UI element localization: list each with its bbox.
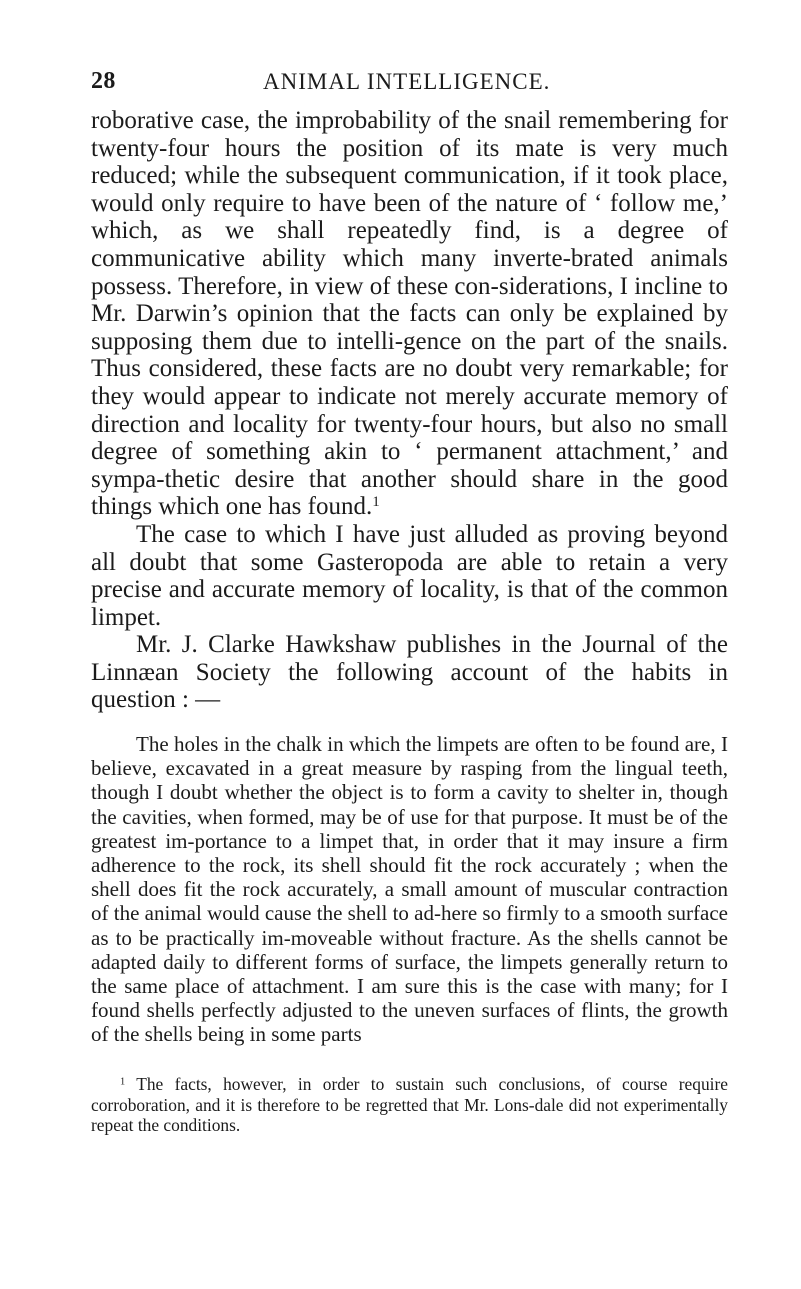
running-title: ANIMAL INTELLIGENCE. [263, 69, 551, 94]
block-quotation: The holes in the chalk in which the limpets are often to be found are, I believe, excavated in a great measure by rasping from the lingual teeth, though I doubt whether the object is to form a cavity to shelter in, though the cavities, when formed, may be of use for that purpose. It must be of the greatest im-portance to a limpet that, in order that it may insure a firm adherence to the rock, its shell should fit the rock accurately ; when the shell does fit the rock accurately, a small amount of muscular contraction of the animal would cause the shell to ad-here so firmly to a smooth surface as to be practically im-moveable without fracture. As the shells cannot be adapted daily to different forms of surface, the limpets generally return to the same place of attachment. I am sure this is the case with many; for I found shells perfectly adjusted to the uneven surfaces of flints, the growth of the shells being in some parts [91, 732, 728, 1047]
footnote-text: The facts, however, in order to sustain such conclusions, of course require corroboration, and it is therefore to be regretted that Mr. Lons-dale did not experimentally repeat the conditions. [91, 1074, 728, 1135]
main-text [91, 107, 728, 714]
paragraph-1-text: roborative case, the improbability of the snail remembering for twenty-four hours the position of its mate is very much reduced; while the subsequent communication, if it took place, would only require to have been of the nature of ‘ follow me,’ which, as we shall repeatedly find, is a degree of communicative ability which many inverte-brated animals possess. Therefore, in view of these con-siderations, I incline to Mr. Darwin’s opinion that the facts can only be explained by supposing them due to intelli-gence on the part of the snails. Thus considered, these facts are no doubt very remarkable; for they would appear to indicate not merely accurate memory of direction and locality for twenty-four hours, but also no small degree of something akin to ‘ permanent attachment,’ and sympa-thetic desire that another should share in the good things which one has found. [91, 107, 728, 521]
paragraph-1 [91, 107, 728, 521]
page-number: 28 [91, 68, 116, 94]
footnote-reference: 1 [372, 494, 380, 511]
footnote [91, 1074, 728, 1136]
paragraph-3: Mr. J. Clarke Hawkshaw publishes in the Journal of the Linnæan Society the following account of the habits in question : — [91, 631, 728, 714]
paragraph-2: The case to which I have just alluded as proving beyond all doubt that some Gasteropoda are able to retain a very precise and accurate memory of locality, is that of the common limpet. [91, 520, 728, 631]
footnote-marker: 1 [120, 1076, 126, 1088]
running-header [91, 68, 721, 102]
